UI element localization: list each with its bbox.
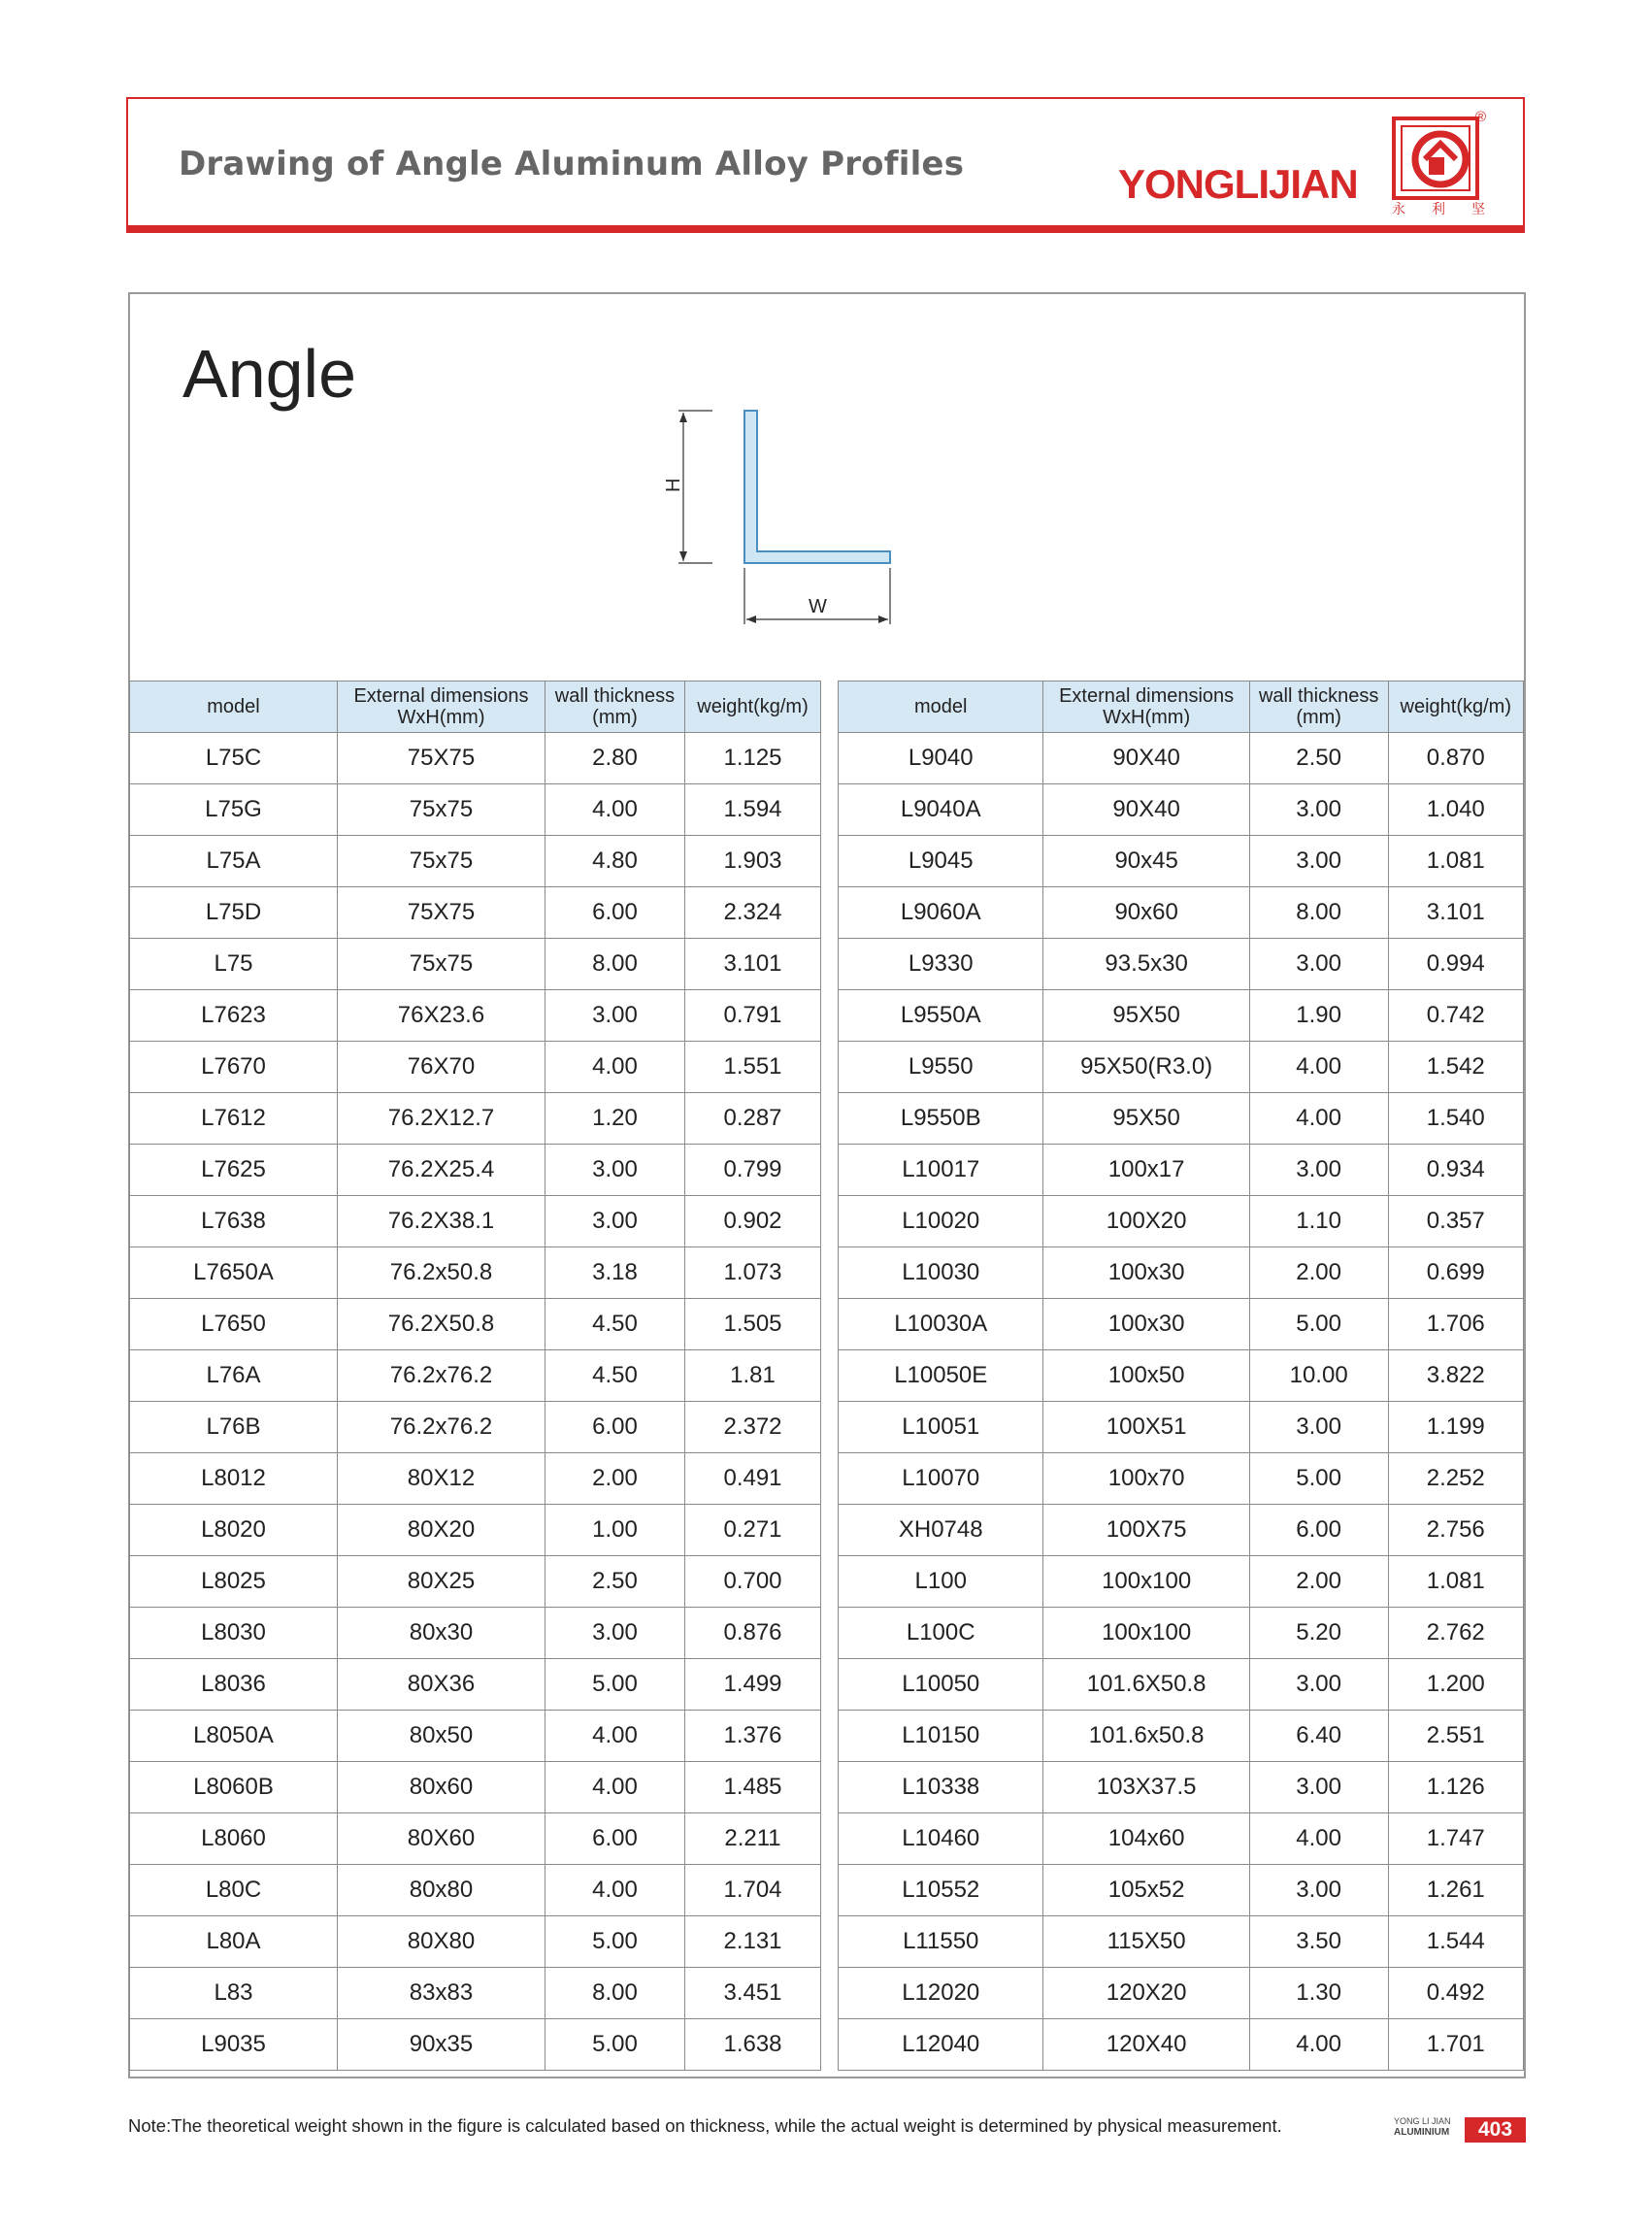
table-row <box>839 1813 1524 1865</box>
cell-dimensions: 75X75 <box>338 733 545 784</box>
cell-model: L7612 <box>130 1093 338 1145</box>
cell-model: L75 <box>130 939 338 990</box>
cell-model: L10030 <box>839 1247 1043 1299</box>
table-row <box>130 1299 821 1350</box>
table-header-row <box>130 681 821 733</box>
spec-table-left <box>129 681 821 2071</box>
table-row <box>130 1505 821 1556</box>
cell-weight: 1.126 <box>1388 1762 1524 1813</box>
cell-model: L75A <box>130 836 338 887</box>
cell-model: L7638 <box>130 1196 338 1247</box>
cell-model: L10552 <box>839 1865 1043 1916</box>
col-header-model: model <box>130 681 338 733</box>
cell-model: L9550A <box>839 990 1043 1042</box>
cell-weight: 1.376 <box>685 1711 821 1762</box>
table-row <box>130 887 821 939</box>
cell-dimensions: 100X51 <box>1043 1402 1249 1453</box>
cell-weight: 2.211 <box>685 1813 821 1865</box>
cell-weight: 1.505 <box>685 1299 821 1350</box>
cell-dimensions: 76X23.6 <box>338 990 545 1042</box>
cell-weight: 0.934 <box>1388 1145 1524 1196</box>
table-row <box>839 1865 1524 1916</box>
cell-wall-thickness: 3.50 <box>1249 1916 1388 1968</box>
cell-dimensions: 80X36 <box>338 1659 545 1711</box>
table-row <box>130 1145 821 1196</box>
cell-model: L8030 <box>130 1608 338 1659</box>
cell-dimensions: 115X50 <box>1043 1916 1249 1968</box>
table-row <box>130 1865 821 1916</box>
cell-wall-thickness: 5.20 <box>1249 1608 1388 1659</box>
cell-wall-thickness: 4.00 <box>545 784 685 836</box>
cell-wall-thickness: 2.50 <box>545 1556 685 1608</box>
table-row <box>130 784 821 836</box>
cell-weight: 3.451 <box>685 1968 821 2019</box>
cell-model: L9035 <box>130 2019 338 2071</box>
cell-wall-thickness: 10.00 <box>1249 1350 1388 1402</box>
table-row <box>130 1711 821 1762</box>
cell-dimensions: 95X50 <box>1043 1093 1249 1145</box>
col-header-wall-thickness: wall thickness (mm) <box>545 681 685 733</box>
cell-weight: 0.357 <box>1388 1196 1524 1247</box>
cell-weight: 1.261 <box>1388 1865 1524 1916</box>
cell-model: L10030A <box>839 1299 1043 1350</box>
cell-dimensions: 95X50(R3.0) <box>1043 1042 1249 1093</box>
table-row <box>839 1762 1524 1813</box>
cell-wall-thickness: 3.00 <box>1249 836 1388 887</box>
page-number: 403 <box>1465 2117 1526 2143</box>
cell-model: L7670 <box>130 1042 338 1093</box>
cell-wall-thickness: 4.00 <box>1249 1813 1388 1865</box>
cell-weight: 1.638 <box>685 2019 821 2071</box>
table-row <box>130 1247 821 1299</box>
cell-weight: 1.747 <box>1388 1813 1524 1865</box>
cell-weight: 0.287 <box>685 1093 821 1145</box>
table-body-left <box>130 733 821 2071</box>
table-header-row <box>839 681 1524 733</box>
cell-weight: 1.903 <box>685 836 821 887</box>
cell-wall-thickness: 2.00 <box>545 1453 685 1505</box>
cell-model: L80C <box>130 1865 338 1916</box>
cell-model: L7650A <box>130 1247 338 1299</box>
table-row <box>130 1402 821 1453</box>
cell-model: L76A <box>130 1350 338 1402</box>
cell-weight: 1.125 <box>685 733 821 784</box>
cell-dimensions: 80X12 <box>338 1453 545 1505</box>
cell-wall-thickness: 1.90 <box>1249 990 1388 1042</box>
cell-model: L10338 <box>839 1762 1043 1813</box>
cell-model: L8050A <box>130 1711 338 1762</box>
cell-wall-thickness: 3.00 <box>1249 1402 1388 1453</box>
cell-wall-thickness: 3.00 <box>545 1608 685 1659</box>
cell-model: L9550B <box>839 1093 1043 1145</box>
cell-wall-thickness: 2.00 <box>1249 1556 1388 1608</box>
cell-weight: 3.101 <box>1388 887 1524 939</box>
cell-weight: 1.706 <box>1388 1299 1524 1350</box>
cell-weight: 1.485 <box>685 1762 821 1813</box>
cell-wall-thickness: 4.00 <box>545 1762 685 1813</box>
cell-model: L75C <box>130 733 338 784</box>
cell-weight: 0.699 <box>1388 1247 1524 1299</box>
table-row <box>839 733 1524 784</box>
cell-dimensions: 80X20 <box>338 1505 545 1556</box>
spec-table-right <box>838 681 1524 2071</box>
table-row <box>839 1556 1524 1608</box>
cell-weight: 0.791 <box>685 990 821 1042</box>
table-row <box>839 1247 1524 1299</box>
cell-model: L76B <box>130 1402 338 1453</box>
table-row <box>130 1659 821 1711</box>
col-header-weight: weight(kg/m) <box>1388 681 1524 733</box>
cell-dimensions: 100x100 <box>1043 1608 1249 1659</box>
cell-model: L11550 <box>839 1916 1043 1968</box>
cell-dimensions: 100X20 <box>1043 1196 1249 1247</box>
table-row <box>130 1556 821 1608</box>
cell-dimensions: 103X37.5 <box>1043 1762 1249 1813</box>
cell-dimensions: 100x30 <box>1043 1299 1249 1350</box>
cell-wall-thickness: 3.00 <box>1249 1145 1388 1196</box>
cell-weight: 0.491 <box>685 1453 821 1505</box>
cell-wall-thickness: 8.00 <box>1249 887 1388 939</box>
cell-wall-thickness: 1.20 <box>545 1093 685 1145</box>
cell-model: L9060A <box>839 887 1043 939</box>
cell-weight: 0.902 <box>685 1196 821 1247</box>
cell-weight: 0.876 <box>685 1608 821 1659</box>
cell-model: L9045 <box>839 836 1043 887</box>
cell-model: L9040 <box>839 733 1043 784</box>
table-row <box>130 2019 821 2071</box>
cell-wall-thickness: 5.00 <box>1249 1299 1388 1350</box>
cell-model: L83 <box>130 1968 338 2019</box>
header-banner <box>126 97 1525 233</box>
cell-wall-thickness: 3.00 <box>1249 784 1388 836</box>
cell-weight: 1.040 <box>1388 784 1524 836</box>
cell-weight: 1.81 <box>685 1350 821 1402</box>
cell-wall-thickness: 4.00 <box>545 1865 685 1916</box>
col-header-weight: weight(kg/m) <box>685 681 821 733</box>
cell-dimensions: 120X40 <box>1043 2019 1249 2071</box>
cell-dimensions: 76.2X12.7 <box>338 1093 545 1145</box>
col-header-wall-thickness: wall thickness (mm) <box>1249 681 1388 733</box>
cell-dimensions: 80x30 <box>338 1608 545 1659</box>
logo-chinese-chars <box>1392 199 1485 218</box>
table-row <box>839 1608 1524 1659</box>
table-row <box>130 1093 821 1145</box>
cell-wall-thickness: 4.50 <box>545 1350 685 1402</box>
height-label: H <box>663 478 684 492</box>
cell-weight: 2.551 <box>1388 1711 1524 1762</box>
cell-wall-thickness: 4.00 <box>1249 1093 1388 1145</box>
table-body-right <box>839 733 1524 2071</box>
cell-dimensions: 100x100 <box>1043 1556 1249 1608</box>
table-row <box>839 1453 1524 1505</box>
cell-dimensions: 90X40 <box>1043 784 1249 836</box>
cell-wall-thickness: 6.00 <box>1249 1505 1388 1556</box>
table-row <box>839 1093 1524 1145</box>
table-row <box>839 1659 1524 1711</box>
spec-panel <box>128 292 1526 2078</box>
cell-model: L100C <box>839 1608 1043 1659</box>
cell-model: L10020 <box>839 1196 1043 1247</box>
footer-brand-line1: YONG LI JIAN <box>1394 2116 1451 2126</box>
cell-weight: 1.081 <box>1388 836 1524 887</box>
cell-wall-thickness: 2.80 <box>545 733 685 784</box>
table-row <box>130 1196 821 1247</box>
registered-mark: ® <box>1475 109 1487 125</box>
cell-model: L9040A <box>839 784 1043 836</box>
table-row <box>839 1916 1524 1968</box>
cell-wall-thickness: 1.00 <box>545 1505 685 1556</box>
cell-weight: 1.704 <box>685 1865 821 1916</box>
cell-wall-thickness: 4.00 <box>1249 2019 1388 2071</box>
footnote: Note:The theoretical weight shown in the figure is calculated based on thickness, while the actual weight is determined by physical measurement. <box>128 2115 1282 2136</box>
cell-dimensions: 120X20 <box>1043 1968 1249 2019</box>
cell-model: L12020 <box>839 1968 1043 2019</box>
cell-weight: 1.200 <box>1388 1659 1524 1711</box>
cell-model: L10050E <box>839 1350 1043 1402</box>
cell-wall-thickness: 4.00 <box>545 1042 685 1093</box>
cell-weight: 2.372 <box>685 1402 821 1453</box>
table-row <box>839 1350 1524 1402</box>
cell-weight: 2.756 <box>1388 1505 1524 1556</box>
cell-weight: 0.870 <box>1388 733 1524 784</box>
table-row <box>839 939 1524 990</box>
table-row <box>839 1505 1524 1556</box>
cell-dimensions: 75x75 <box>338 784 545 836</box>
cell-model: XH0748 <box>839 1505 1043 1556</box>
table-row <box>130 1042 821 1093</box>
cell-dimensions: 80x60 <box>338 1762 545 1813</box>
cell-weight: 0.799 <box>685 1145 821 1196</box>
cell-model: L75D <box>130 887 338 939</box>
cell-wall-thickness: 4.80 <box>545 836 685 887</box>
table-row <box>839 1711 1524 1762</box>
cell-dimensions: 80X80 <box>338 1916 545 1968</box>
table-row <box>839 1145 1524 1196</box>
cell-dimensions: 83x83 <box>338 1968 545 2019</box>
cell-model: L10050 <box>839 1659 1043 1711</box>
cell-dimensions: 76.2X38.1 <box>338 1196 545 1247</box>
cell-wall-thickness: 8.00 <box>545 939 685 990</box>
cell-dimensions: 100x17 <box>1043 1145 1249 1196</box>
table-row <box>839 1968 1524 2019</box>
cell-wall-thickness: 2.50 <box>1249 733 1388 784</box>
table-row <box>130 1762 821 1813</box>
cell-wall-thickness: 6.00 <box>545 1402 685 1453</box>
footer-brand-line2: ALUMINIUM <box>1394 2127 1450 2138</box>
cell-model: L8012 <box>130 1453 338 1505</box>
cell-wall-thickness: 4.00 <box>1249 1042 1388 1093</box>
cell-weight: 0.742 <box>1388 990 1524 1042</box>
cell-wall-thickness: 2.00 <box>1249 1247 1388 1299</box>
cell-weight: 1.540 <box>1388 1093 1524 1145</box>
cell-dimensions: 76.2x76.2 <box>338 1402 545 1453</box>
logo-char: 永 <box>1392 202 1405 217</box>
table-row <box>130 1608 821 1659</box>
cell-model: L12040 <box>839 2019 1043 2071</box>
table-row <box>839 990 1524 1042</box>
logo-char: 利 <box>1432 202 1445 217</box>
table-row <box>839 1042 1524 1093</box>
cell-dimensions: 75X75 <box>338 887 545 939</box>
cell-dimensions: 100x70 <box>1043 1453 1249 1505</box>
table-row <box>130 1350 821 1402</box>
logo-char: 坚 <box>1471 202 1485 217</box>
cell-dimensions: 75x75 <box>338 939 545 990</box>
page-title: Drawing of Angle Aluminum Alloy Profiles <box>179 145 965 183</box>
cell-dimensions: 105x52 <box>1043 1865 1249 1916</box>
cell-wall-thickness: 3.00 <box>545 990 685 1042</box>
cell-dimensions: 90x60 <box>1043 887 1249 939</box>
cell-model: L9550 <box>839 1042 1043 1093</box>
cell-model: L8020 <box>130 1505 338 1556</box>
cell-dimensions: 75x75 <box>338 836 545 887</box>
cell-dimensions: 101.6X50.8 <box>1043 1659 1249 1711</box>
section-title: Angle <box>182 336 357 412</box>
cell-wall-thickness: 3.00 <box>1249 1762 1388 1813</box>
table-row <box>130 1453 821 1505</box>
cell-dimensions: 76.2X50.8 <box>338 1299 545 1350</box>
cell-model: L10051 <box>839 1402 1043 1453</box>
cell-model: L7650 <box>130 1299 338 1350</box>
cell-model: L8060 <box>130 1813 338 1865</box>
cell-wall-thickness: 1.10 <box>1249 1196 1388 1247</box>
cell-weight: 2.324 <box>685 887 821 939</box>
cell-weight: 1.073 <box>685 1247 821 1299</box>
cell-wall-thickness: 3.00 <box>1249 939 1388 990</box>
cell-model: L10460 <box>839 1813 1043 1865</box>
cell-weight: 1.551 <box>685 1042 821 1093</box>
cell-weight: 1.544 <box>1388 1916 1524 1968</box>
cell-model: L100 <box>839 1556 1043 1608</box>
cell-weight: 0.492 <box>1388 1968 1524 2019</box>
cell-wall-thickness: 4.00 <box>545 1711 685 1762</box>
table-row <box>839 1402 1524 1453</box>
col-header-dimensions: External dimensions WxH(mm) <box>1043 681 1249 733</box>
cell-dimensions: 80X25 <box>338 1556 545 1608</box>
angle-profile-diagram <box>663 411 907 634</box>
cell-wall-thickness: 3.00 <box>1249 1865 1388 1916</box>
cell-model: L75G <box>130 784 338 836</box>
cell-dimensions: 76X70 <box>338 1042 545 1093</box>
cell-weight: 0.994 <box>1388 939 1524 990</box>
cell-dimensions: 80X60 <box>338 1813 545 1865</box>
cell-model: L8036 <box>130 1659 338 1711</box>
cell-model: L8025 <box>130 1556 338 1608</box>
cell-model: L10070 <box>839 1453 1043 1505</box>
cell-wall-thickness: 4.50 <box>545 1299 685 1350</box>
cell-dimensions: 80x80 <box>338 1865 545 1916</box>
cell-dimensions: 93.5x30 <box>1043 939 1249 990</box>
cell-weight: 1.081 <box>1388 1556 1524 1608</box>
table-row <box>130 733 821 784</box>
cell-wall-thickness: 8.00 <box>545 1968 685 2019</box>
cell-weight: 2.762 <box>1388 1608 1524 1659</box>
cell-dimensions: 90x45 <box>1043 836 1249 887</box>
table-row <box>839 1299 1524 1350</box>
footer-brand <box>1394 2116 1451 2138</box>
col-header-model: model <box>839 681 1043 733</box>
cell-weight: 3.101 <box>685 939 821 990</box>
cell-weight: 2.252 <box>1388 1453 1524 1505</box>
cell-dimensions: 101.6x50.8 <box>1043 1711 1249 1762</box>
table-row <box>130 990 821 1042</box>
cell-wall-thickness: 5.00 <box>1249 1453 1388 1505</box>
brand-name: YONGLIJIAN <box>1118 161 1358 207</box>
cell-dimensions: 90x35 <box>338 2019 545 2071</box>
cell-dimensions: 76.2X25.4 <box>338 1145 545 1196</box>
cell-dimensions: 90X40 <box>1043 733 1249 784</box>
cell-wall-thickness: 3.00 <box>545 1145 685 1196</box>
table-row <box>130 939 821 990</box>
cell-wall-thickness: 6.40 <box>1249 1711 1388 1762</box>
cell-weight: 1.199 <box>1388 1402 1524 1453</box>
col-header-dimensions: External dimensions WxH(mm) <box>338 681 545 733</box>
cell-model: L10150 <box>839 1711 1043 1762</box>
cell-model: L7623 <box>130 990 338 1042</box>
cell-weight: 0.700 <box>685 1556 821 1608</box>
cell-dimensions: 76.2x50.8 <box>338 1247 545 1299</box>
width-label: W <box>809 596 827 617</box>
cell-dimensions: 100X75 <box>1043 1505 1249 1556</box>
cell-dimensions: 95X50 <box>1043 990 1249 1042</box>
cell-wall-thickness: 1.30 <box>1249 1968 1388 2019</box>
cell-wall-thickness: 3.00 <box>545 1196 685 1247</box>
cell-dimensions: 104x60 <box>1043 1813 1249 1865</box>
cell-wall-thickness: 5.00 <box>545 1659 685 1711</box>
cell-wall-thickness: 5.00 <box>545 2019 685 2071</box>
cell-weight: 1.594 <box>685 784 821 836</box>
cell-wall-thickness: 3.18 <box>545 1247 685 1299</box>
table-row <box>130 836 821 887</box>
cell-model: L7625 <box>130 1145 338 1196</box>
cell-weight: 1.499 <box>685 1659 821 1711</box>
cell-weight: 1.542 <box>1388 1042 1524 1093</box>
table-row <box>839 2019 1524 2071</box>
cell-weight: 0.271 <box>685 1505 821 1556</box>
table-row <box>839 836 1524 887</box>
cell-wall-thickness: 6.00 <box>545 1813 685 1865</box>
cell-wall-thickness: 6.00 <box>545 887 685 939</box>
cell-dimensions: 100x30 <box>1043 1247 1249 1299</box>
cell-wall-thickness: 3.00 <box>1249 1659 1388 1711</box>
cell-dimensions: 76.2x76.2 <box>338 1350 545 1402</box>
cell-model: L9330 <box>839 939 1043 990</box>
table-row <box>130 1968 821 2019</box>
cell-model: L80A <box>130 1916 338 1968</box>
cell-weight: 3.822 <box>1388 1350 1524 1402</box>
cell-weight: 2.131 <box>685 1916 821 1968</box>
table-row <box>839 1196 1524 1247</box>
cell-weight: 1.701 <box>1388 2019 1524 2071</box>
cell-wall-thickness: 5.00 <box>545 1916 685 1968</box>
cell-dimensions: 80x50 <box>338 1711 545 1762</box>
table-row <box>130 1813 821 1865</box>
cell-model: L8060B <box>130 1762 338 1813</box>
cell-dimensions: 100x50 <box>1043 1350 1249 1402</box>
table-row <box>130 1916 821 1968</box>
table-row <box>839 887 1524 939</box>
cell-model: L10017 <box>839 1145 1043 1196</box>
table-row <box>839 784 1524 836</box>
